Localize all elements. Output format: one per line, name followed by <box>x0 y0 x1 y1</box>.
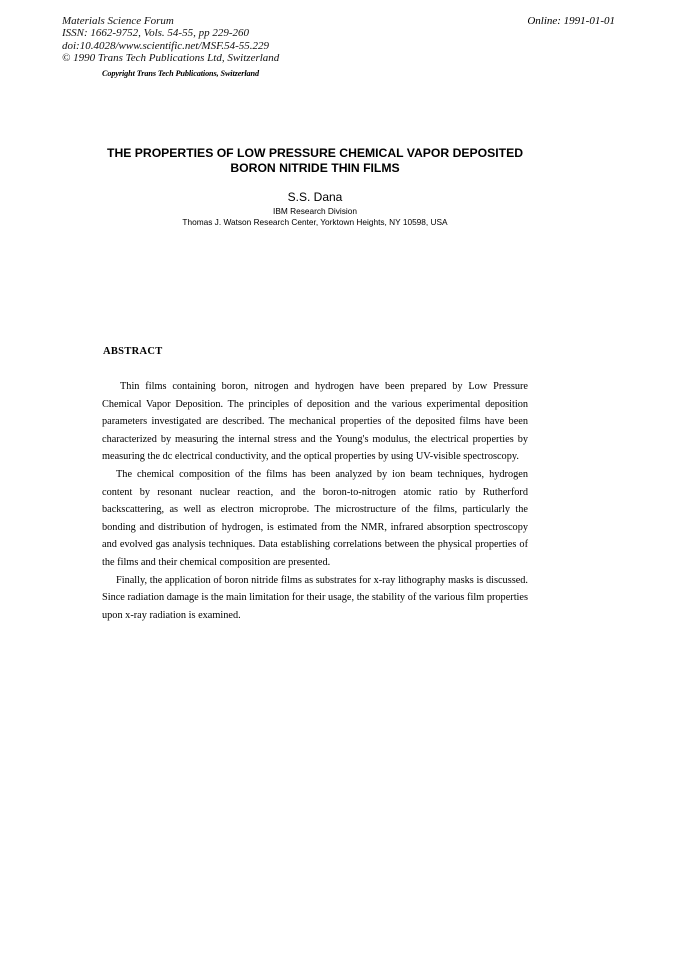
abstract-paragraph: Thin films containing boron, nitrogen and hydrogen have been prepared by Low Pressure Chemical Vapor Deposition. The principles of deposition and the various experimental deposition parameters investigated are described. The mechanical properties of the deposited films have been characterized by measuring the internal stress and the Young's modulus, the electrical properties by measuring the dc electrical conductivity, and the optical properties by using UV-visible spectroscopy. <box>102 381 528 463</box>
journal-name: Materials Science Forum <box>62 15 174 27</box>
title-line-1: THE PROPERTIES OF LOW PRESSURE CHEMICAL VAPOR DEPOSITED <box>107 146 523 160</box>
online-date: Online: 1991-01-01 <box>527 15 615 27</box>
author-name: S.S. Dana <box>287 190 343 204</box>
affiliation-address: Thomas J. Watson Research Center, Yorktown Heights, NY 10598, USA <box>182 217 448 227</box>
title-line-2: BORON NITRIDE THIN FILMS <box>230 161 400 175</box>
issn-line: ISSN: 1662-9752, Vols. 54-55, pp 229-260 <box>62 27 249 40</box>
abstract-paragraph: Finally, the application of boron nitride films as substrates for x-ray lithography masks is discussed. Since radiation damage is the main limitation for their usage, the stability of the various film properties upon x-ray radiation is examined. <box>102 574 528 621</box>
doi-line[interactable]: doi:10.4028/www.scientific.net/MSF.54-55.229 <box>62 39 270 52</box>
abstract-body <box>102 378 528 624</box>
print-copyright: Copyright Trans Tech Publications, Switzerland <box>102 69 259 78</box>
affiliation-division: IBM Research Division <box>273 206 357 216</box>
abstract-heading: ABSTRACT <box>103 346 163 357</box>
copyright-line: © 1990 Trans Tech Publications Ltd, Switzerland <box>62 52 280 65</box>
abstract-paragraph: The chemical composition of the films has been analyzed by ion beam techniques, hydrogen content by resonant nuclear reaction, and the boron-to-nitrogen atomic ratio by Rutherford backscattering, as well as electron microprobe. The microstructure of the films, particularly the bonding and distribution of hydrogen, is estimated from the NMR, infrared absorption spectroscopy and evolved gas analysis techniques. Data establishing correlations between the physical properties of the films and their chemical composition are presented. <box>102 468 528 568</box>
paper-title <box>80 146 550 176</box>
publication-metadata <box>62 15 279 65</box>
